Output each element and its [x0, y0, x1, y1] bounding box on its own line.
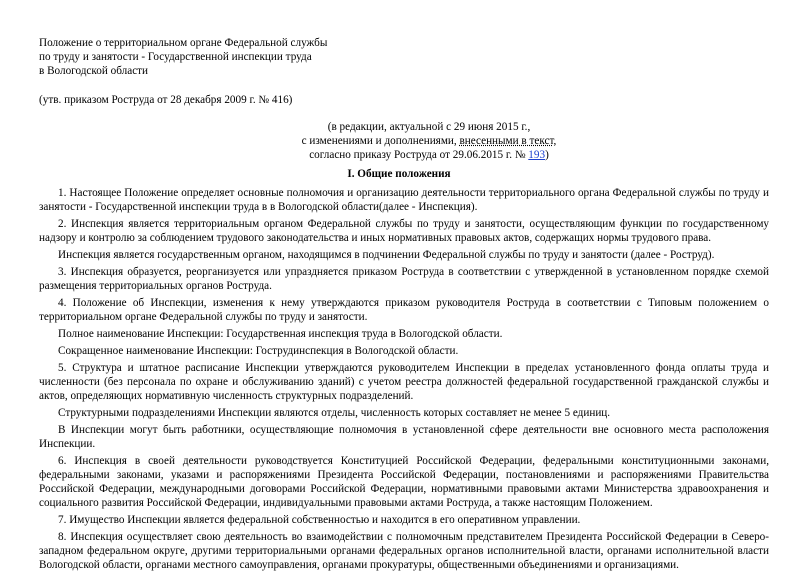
paragraph: Структурными подразделениями Инспекции являются отделы, численность которых составляет не менее 5 единиц.: [58, 407, 611, 419]
paragraph: 8. Инспекция осуществляет свою деятельность во взаимодействии с полномочным представителем Президента Российской Федерации в Северо-западном федеральном округе, другими территориальными органами федеральных органов исполнительной власти, органами исполнительной власти Вологодской области, органами местного самоуправления, органами прокуратуры, общественными объединениями и организациями.: [39, 531, 769, 571]
paragraph: 4. Положение об Инспекции, изменения к нему утверждаются приказом руководителя Роструда в соответствии с Типовым положением о территориальном органе Федеральной службы по труду и занятости.: [39, 297, 769, 323]
edition-note: [269, 120, 589, 162]
paragraph: 7. Имущество Инспекции является федеральной собственностью и находится в его оперативном управлении.: [58, 514, 581, 526]
paragraph: 1. Настоящее Положение определяет основные полномочия и организацию деятельности территориального органа Федеральной службы по труду и занятости - Государственной инспекции труда в в Вологодской области(далее - Инспекция).: [39, 187, 769, 213]
document: [39, 36, 769, 575]
paragraph: Полное наименование Инспекции: Государственная инспекция труда в Вологодской области.: [58, 328, 503, 340]
amendments-link[interactable]: внесенными в текст: [459, 135, 554, 147]
order-193-link[interactable]: 193: [528, 149, 546, 161]
edition-line: [269, 134, 589, 148]
title-line: Положение о территориальном органе Федеральной службы: [39, 37, 328, 49]
paragraph: 5. Структура и штатное расписание Инспекции утверждаются руководителем Инспекции в пределах установленного фонда оплаты труда и численности (без персонала по охране и обслуживанию зданий) с учетом реестра должностей федеральной государственной гражданской службы и актов, определяющих нормативную численность структурных подразделений.: [39, 362, 769, 402]
title-line: по труду и занятости - Государственной инспекции труда: [39, 51, 312, 63]
paragraph: Сокращенное наименование Инспекции: Гострудинспекция в Вологодской области.: [58, 345, 459, 357]
paragraph: 3. Инспекция образуется, реорганизуется или упраздняется приказом Роструда в соответствии с утвержденной в установленном порядке схемой размещения территориальных органов Роструда.: [39, 266, 769, 292]
paragraph: В Инспекции могут быть работники, осуществляющие полномочия в установленной сфере деятельности вне основного места расположения Инспекции.: [39, 424, 769, 450]
edition-text: согласно приказу Роструда от 29.06.2015 г. №: [309, 149, 529, 161]
paragraph-list: [39, 186, 769, 572]
paragraph: 6. Инспекция в своей деятельности руководствуется Конституцией Российской Федерации, федеральными конституционными законами, федеральными законами, указами и распоряжениями Президента Российской Федерации, постановлениями и распоряжениями Правительства Российской Федерации, международными договорами Российской Федерации, нормативными правовыми актами Министерства здравоохранения и социального развития Российской Федерации, индивидуальными правовыми актами Роструда, а также настоящим Положением.: [39, 455, 769, 509]
section-title: I. Общие положения: [347, 168, 451, 180]
edition-text: ,: [553, 135, 557, 147]
edition-text: ): [545, 149, 549, 161]
edition-text: с изменениями и дополнениями,: [301, 135, 460, 147]
edition-line: [269, 148, 589, 162]
title-line: в Вологодской области: [39, 65, 149, 77]
edition-line: (в редакции, актуальной с 29 июня 2015 г.,: [327, 121, 531, 133]
approval-note: (утв. приказом Роструда от 28 декабря 2009 г. № 416): [39, 94, 293, 106]
document-title: [39, 36, 769, 78]
paragraph: Инспекция является государственным органом, находящимся в подчинении Федеральной службы по труду и занятости (далее - Роструд).: [58, 249, 715, 261]
paragraph: 2. Инспекция является территориальным органом Федеральной службы по труду и занятости, осуществляющим функции по государственному надзору и контролю за соблюдением трудового законодательства и иных нормативных правовых актов, содержащих нормы трудового права.: [39, 218, 769, 244]
